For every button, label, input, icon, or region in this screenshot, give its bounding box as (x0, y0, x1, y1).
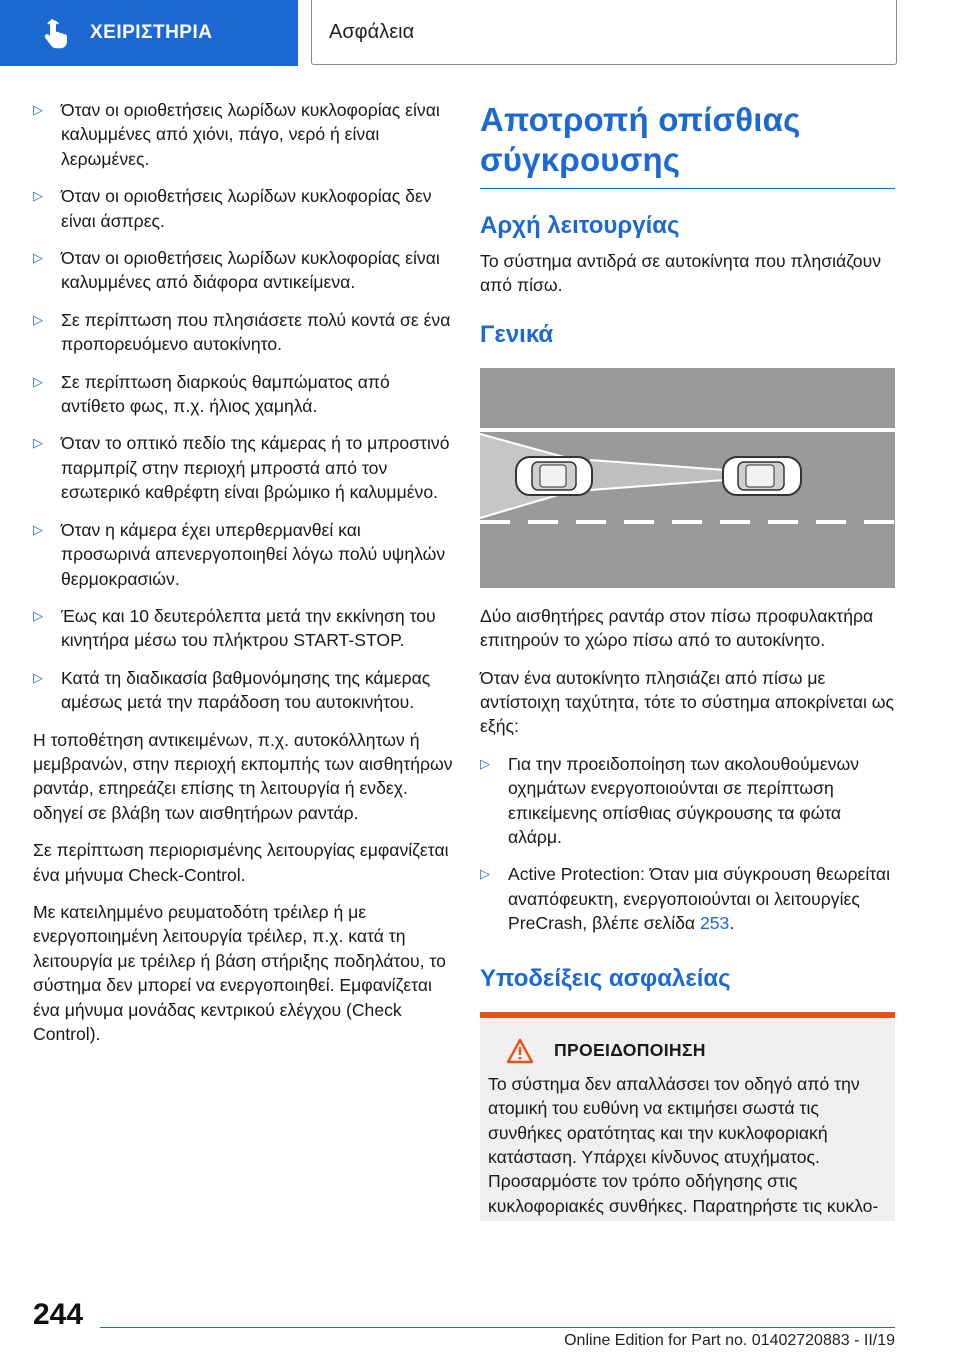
title-divider (480, 188, 895, 189)
tab-controls-label: ΧΕΙΡΙΣΤΗΡΙΑ (90, 22, 213, 43)
list-item: ▷ Όταν οι οριοθετήσεις λωρίδων κυκλοφορίας είναι καλυμμένες από χιόνι, πάγο, νερό ή είναι λερωμένες. (33, 100, 440, 169)
list-item: ▷ Κατά τη διαδικασία βαθμονόμησης της κάμερας αμέσως μετά την παράδοση του αυτοκινήτου. (33, 667, 431, 713)
list-item: ▷ Όταν οι οριοθετήσεις λωρίδων κυκλοφορίας είναι καλυμμένες από διάφορα αντικείμενα. (33, 248, 440, 293)
tab-safety-label: Ασφάλεια (329, 20, 415, 43)
page-number: 244 (33, 1298, 84, 1331)
list-item: ▷ Όταν το οπτικό πεδίο της κάμερας ή το μπροστινό παρμπρίζ στην περιοχή μπροστά από τον εσωτερικό καθρέφτη είναι βρώμικο ή καλυμμένο. (33, 433, 450, 503)
triangle-bullet-icon: ▷ (33, 102, 43, 117)
paragraph-trailer: Με κατειλημμένο ρευματοδότη τρέιλερ ή με ενεργοποιημένη λειτουργία τρέιλερ, π.χ. κατά τη λειτουργία με τρέιλερ ή βάση στήριξης ποδηλάτου, το σύστημα δεν μπορεί να ενεργοποιηθεί. Εμφανίζεται ένα μήνυμα μονάδας κεντρικού ελέγχου (Check Control). (33, 901, 446, 1044)
triangle-bullet-icon: ▷ (33, 311, 43, 327)
list-item: ▷ Όταν οι οριοθετήσεις λωρίδων κυκλοφορίας δεν είναι άσπρες. (33, 186, 432, 231)
principle-heading: Αρχή λειτουργίας (480, 212, 680, 239)
page-header (0, 0, 960, 66)
triangle-bullet-icon: ▷ (33, 607, 43, 623)
warning-text: Το σύστημα δεν απαλλάσσει τον οδηγό από την ατομική του ευθύνη να εκτιμήσει σωστά τις συνθήκες ορατότητας και την κυκλοφοριακή κατάσταση. Υπάρχει κίνδυνος ατυχήματος. Προσαρμόστε τον τρόπο οδήγησης στις κυκλοφοριακές συνθήκες. Παρατηρήστε τις κυκλο- (488, 1073, 879, 1216)
rear-collision-illustration (480, 368, 895, 588)
triangle-bullet-icon: ▷ (480, 755, 490, 771)
hand-pointer-icon (40, 16, 74, 50)
left-column (33, 98, 453, 1059)
list-item: ▷ Έως και 10 δευτερόλεπτα μετά την εκκίνηση του κινητήρα μέσω του πλήκτρου START-STOP. (33, 605, 436, 651)
triangle-bullet-icon: ▷ (33, 250, 43, 266)
list-item: ▷ Για την προειδοποίηση των ακολουθούμενων οχημάτων ενεργοποιούνται σε περίπτωση επικείμενης οπίσθιας σύγκρουσης τα φώτα αλάρμ. (480, 753, 859, 848)
warning-triangle-icon (506, 1038, 534, 1064)
tab-controls[interactable] (0, 0, 298, 66)
page-link-253[interactable]: 253 (699, 913, 730, 934)
warning-box (480, 1018, 895, 1221)
tab-safety[interactable] (311, 0, 897, 65)
safety-heading: Υποδείξεις ασφαλείας (480, 964, 731, 992)
section-title: Αποτροπή οπίσθιας σύγκρουσης (480, 101, 801, 178)
paragraph-check-control: Σε περίπτωση περιορισμένης λειτουργίας εμφανίζεται ένα μήνυμα Check-Control. (33, 840, 449, 885)
list-item: ▷ Active Protection: Όταν μια σύγκρουση θεωρείται αναπόφευκτη, ενεργοποιούνται οι λειτουργίες PreCrash, βλέπε σελίδα 253. (480, 864, 891, 934)
paragraph-radar-objects: Η τοποθέτηση αντικειμένων, π.χ. αυτοκόλλητων ή μεμβρανών, στην περιοχή εκπομπής των αισθητήρων ραντάρ, επηρεάζει επίσης τη λειτουργία ή ενδεχ. οδηγεί σε βλάβη των αισθητήρων ραντάρ. (33, 729, 453, 823)
footer-edition: Online Edition for Part no. 01402720883 - II/19 (564, 1332, 895, 1349)
general-text-1: Δύο αισθητήρες ραντάρ στον πίσω προφυλακτήρα επιτηρούν το χώρο πίσω από το αυτοκίνητο. (480, 605, 874, 651)
front-car-icon (723, 457, 801, 495)
triangle-bullet-icon: ▷ (480, 866, 490, 882)
triangle-bullet-icon: ▷ (33, 188, 43, 204)
warning-header (488, 1038, 887, 1064)
warning-title: ΠΡΟΕΙΔΟΠΟΙΗΣΗ (554, 1040, 706, 1061)
rear-car-icon (516, 457, 592, 495)
list-item: ▷ Όταν η κάμερα έχει υπερθερμανθεί και προσωρινά απενεργοποιηθεί λόγω πολύ υψηλών θερμοκρασιών. (33, 519, 446, 589)
triangle-bullet-icon: ▷ (33, 669, 43, 685)
principle-text: Το σύστημα αντιδρά σε αυτοκίνητα που πλησιάζουν από πίσω. (480, 251, 881, 296)
triangle-bullet-icon: ▷ (33, 521, 43, 537)
right-column (480, 100, 895, 1221)
list-item: ▷ Σε περίπτωση που πλησιάσετε πολύ κοντά σε ένα προπορευόμενο αυτοκίνητο. (33, 309, 451, 355)
triangle-bullet-icon: ▷ (33, 373, 43, 389)
list-item: ▷ Σε περίπτωση διαρκούς θαμπώματος από αντίθετο φως, π.χ. ήλιος χαμηλά. (33, 371, 390, 417)
triangle-bullet-icon: ▷ (33, 435, 43, 451)
general-heading: Γενικά (480, 320, 554, 348)
general-text-2: Όταν ένα αυτοκίνητο πλησιάζει από πίσω με αντίστοιχη ταχύτητα, τότε το σύστημα αποκρίνεται ως εξής: (480, 667, 894, 737)
footer-divider (100, 1327, 895, 1328)
